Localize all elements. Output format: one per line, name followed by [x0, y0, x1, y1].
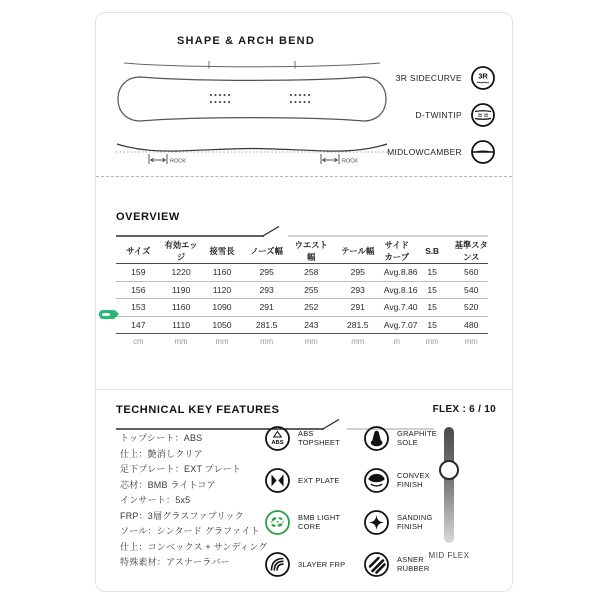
- svg-text:3R: 3R: [478, 71, 488, 81]
- table-cell: 15: [427, 267, 437, 278]
- unit-cell: mm: [351, 337, 365, 346]
- table-cell: 1110: [172, 319, 190, 330]
- table-cell: 291: [259, 302, 274, 313]
- table-cell: 1160: [171, 302, 191, 313]
- feature-3layer-frp: [264, 551, 363, 578]
- unit-cell: m: [393, 337, 401, 346]
- feature-3r-sidecurve: [396, 65, 496, 91]
- table-row: [116, 299, 488, 317]
- 3layer-frp-icon: [264, 551, 291, 578]
- spec-line: トップシート：ABS: [120, 433, 203, 443]
- flex-level-label: MID FLEX: [428, 551, 470, 560]
- unit-cell: cm: [133, 337, 144, 346]
- column-header: 基準スタンス: [454, 240, 488, 262]
- table-cell: 153: [131, 302, 146, 313]
- midlowcamber-icon: [470, 139, 496, 165]
- table-cell: 281.5: [255, 319, 278, 330]
- section-divider-dashed: [96, 176, 512, 177]
- d-twintip-icon: [470, 102, 496, 128]
- bmb-light-core-icon: [264, 509, 291, 536]
- feature-label: 3R SIDECURVE: [395, 73, 462, 83]
- table-cell: 480: [464, 319, 479, 330]
- table-cell: 15: [427, 319, 437, 330]
- unit-cell: mm: [260, 337, 274, 346]
- table-cell: 520: [464, 302, 479, 313]
- feature-label: GRAPHITE SOLE: [397, 429, 437, 447]
- feature-label: SANDING FINISH: [397, 513, 433, 531]
- feature-label: EXT PLATE: [298, 475, 340, 485]
- table-cell: 147: [131, 319, 146, 330]
- column-header: S.B: [410, 239, 455, 264]
- table-cell: 1050: [212, 319, 232, 330]
- unit-cell: mm: [304, 337, 318, 346]
- svg-text:ABS: ABS: [271, 439, 284, 446]
- table-cell: Avg.7.07: [383, 319, 418, 330]
- feature-ext-plate: [264, 467, 363, 494]
- table-row: [116, 264, 488, 282]
- sanding-finish-icon: [363, 509, 390, 536]
- asner-rubber-icon: [363, 551, 390, 578]
- feature-label: CONVEX FINISH: [397, 471, 430, 489]
- table-cell: 258: [304, 267, 319, 278]
- ext-plate-icon: [264, 467, 291, 494]
- table-cell: 15: [427, 284, 437, 295]
- section-divider-solid: [96, 389, 512, 390]
- feature-label: D-TWINTIP: [415, 110, 462, 120]
- units-row: [116, 334, 488, 350]
- column-header: サイドカーブ: [384, 240, 410, 262]
- feature-label: MIDLOWCAMBER: [387, 147, 462, 157]
- unit-cell: mm: [464, 337, 478, 346]
- spec-line: 特殊素材：アスナーラバー: [120, 557, 230, 567]
- table-cell: Avg.7.40: [383, 302, 418, 313]
- abs-topsheet-icon: [264, 425, 291, 452]
- 3r-sidecurve-icon: [470, 65, 496, 91]
- rocker-marks-right: [321, 154, 339, 164]
- table-cell: 156: [131, 284, 146, 295]
- table-cell: 293: [259, 284, 274, 295]
- table-cell: 1090: [212, 302, 232, 313]
- feature-label: ABS TOPSHEET: [298, 429, 340, 447]
- feature-label: BMB LIGHT CORE: [298, 513, 341, 531]
- spec-line: ソール：シンタード グラファイト: [120, 526, 260, 536]
- feature-label: ASNER RUBBER: [397, 555, 430, 573]
- feature-label: 3LAYER FRP: [298, 559, 346, 569]
- spec-line: FRP：3層グラスファブリック: [120, 510, 244, 521]
- spec-line: 足下プレート：EXT プレート: [120, 464, 242, 474]
- header-rule: [116, 226, 488, 238]
- spec-list: [120, 431, 267, 571]
- rock-label-right: ROCK: [342, 158, 358, 165]
- table-row: [116, 316, 488, 334]
- convex-finish-icon: [363, 467, 390, 494]
- spec-line: 仕上：艶消しクリア: [120, 448, 203, 459]
- table-cell: 560: [464, 267, 479, 278]
- overview-title: OVERVIEW: [116, 211, 180, 223]
- shape-section-title: SHAPE & ARCH BEND: [177, 35, 315, 47]
- table-cell: 159: [131, 267, 146, 278]
- feature-midlowcamber: [387, 139, 496, 165]
- flex-bar: [444, 427, 454, 543]
- table-cell: 295: [259, 267, 274, 278]
- rock-label-left: ROCK: [170, 158, 186, 165]
- table-row: [116, 281, 488, 299]
- column-header: 接雪長: [202, 239, 243, 264]
- size-spec-table: [116, 239, 488, 349]
- column-header: ウエスト幅: [291, 239, 332, 264]
- feature-d-twintip: [415, 102, 496, 128]
- table-cell: 291: [350, 302, 365, 313]
- table-cell: 243: [304, 319, 319, 330]
- table-cell: 1190: [171, 284, 191, 295]
- feature-bmb-light-core: [264, 509, 363, 536]
- flex-rating-label: FLEX : 6 / 10: [432, 404, 496, 415]
- spec-line: インサート：5x5: [120, 495, 191, 505]
- feature-abs-topsheet: [264, 425, 363, 452]
- table-cell: 15: [427, 302, 437, 313]
- unit-cell: mm: [174, 337, 188, 346]
- spec-sheet-card: [95, 12, 513, 592]
- unit-cell: mm: [425, 337, 439, 346]
- size-147-badge: [99, 310, 115, 319]
- table-header-row: [116, 239, 488, 264]
- flex-indicator: [436, 427, 461, 543]
- column-header: サイズ: [116, 239, 161, 264]
- spec-line: 仕上：コンベックス + サンディング: [120, 541, 268, 552]
- table-cell: 255: [304, 284, 319, 295]
- snowboard-shape-diagram: [114, 57, 390, 173]
- rocker-marks-left: [149, 154, 167, 164]
- table-cell: 1160: [212, 267, 232, 278]
- table-cell: 295: [350, 267, 365, 278]
- table-cell: 1220: [171, 267, 191, 278]
- technical-title: TECHNICAL KEY FEATURES: [116, 404, 280, 416]
- table-cell: 281.5: [346, 319, 369, 330]
- graphite-sole-icon: [363, 425, 390, 452]
- spec-line: 芯材：BMB ライトコア: [120, 479, 216, 490]
- flex-knob: [439, 460, 459, 480]
- table-cell: 293: [350, 284, 365, 295]
- table-cell: Avg.8.16: [383, 284, 418, 295]
- table-cell: 252: [304, 302, 319, 313]
- column-header: テール幅: [332, 239, 384, 264]
- column-header: ノーズ幅: [242, 239, 290, 264]
- column-header: 有効エッジ: [161, 239, 202, 264]
- unit-cell: mm: [215, 337, 229, 346]
- table-cell: 540: [464, 284, 479, 295]
- table-cell: Avg.8.86: [383, 267, 418, 278]
- table-cell: 1120: [212, 284, 232, 295]
